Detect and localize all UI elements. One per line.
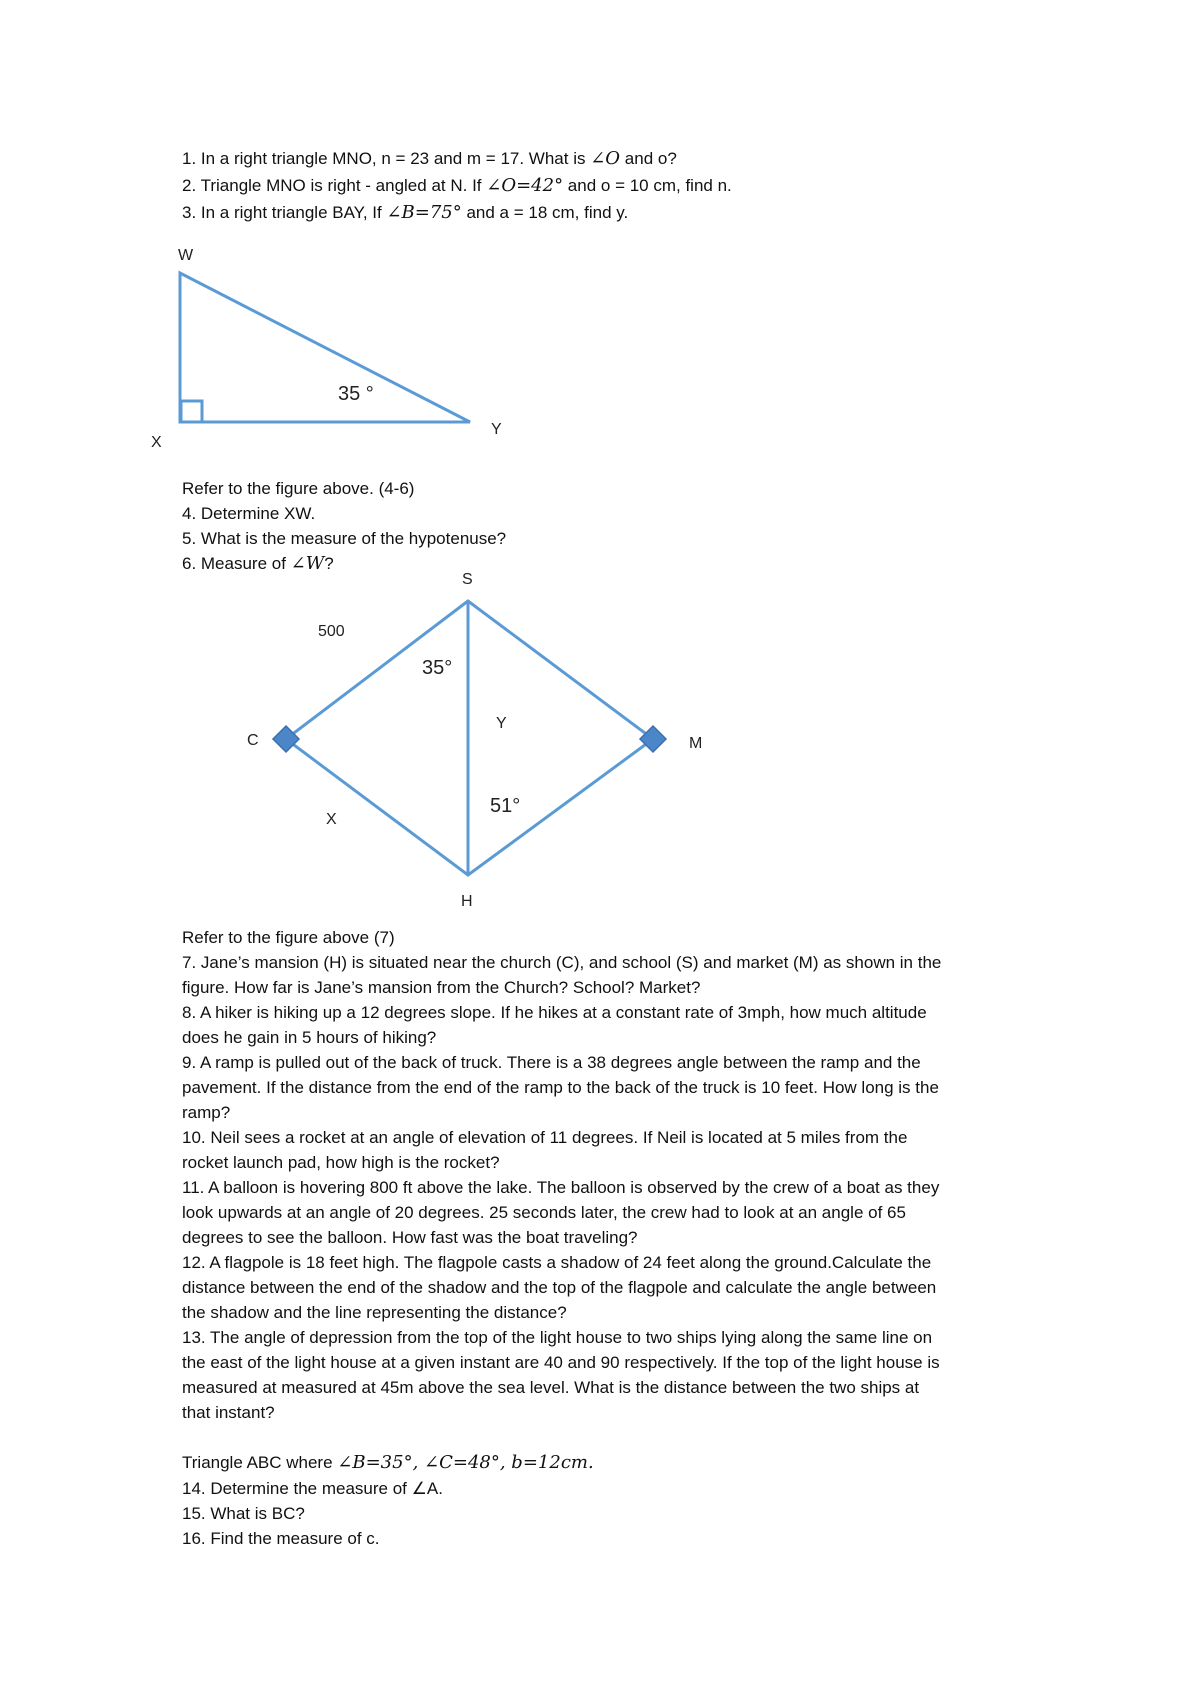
question-15: 15. What is BC? bbox=[182, 1504, 305, 1523]
side-ch-label: X bbox=[326, 811, 337, 828]
vertex-w-label: W bbox=[178, 247, 194, 264]
section3-line: 9. A ramp is pulled out of the back of truck. There is a 38 degrees angle between the ramp and the bbox=[182, 1053, 921, 1072]
section3-line: 12. A flagpole is 18 feet high. The flagpole casts a shadow of 24 feet along the ground.Calculate the bbox=[182, 1253, 932, 1272]
vertex-h-label: H bbox=[461, 893, 473, 910]
question-4: 4. Determine XW. bbox=[182, 504, 316, 523]
section3-line: 11. A balloon is hovering 800 ft above the lake. The balloon is observed by the crew of a boat as they bbox=[182, 1178, 940, 1197]
side-sc-label: 500 bbox=[318, 623, 345, 640]
diagonal-label: Y bbox=[496, 715, 507, 732]
question-2: 2. Triangle MNO is right - angled at N. If ∠O=42° and o = 10 cm, find n. bbox=[182, 175, 732, 196]
section3-line: pavement. If the distance from the end of the ramp to the back of the truck is 10 feet. How long is the bbox=[182, 1078, 939, 1097]
right-angle-marker-m bbox=[640, 726, 666, 752]
angle-label: 35 ° bbox=[338, 383, 374, 405]
question-1: 1. In a right triangle MNO, n = 23 and m = 17. What is ∠O and o? bbox=[182, 148, 677, 169]
section3-line: 7. Jane’s mansion (H) is situated near the church (C), and school (S) and market (M) as shown in the bbox=[182, 953, 942, 972]
angle-bottom-label: 51° bbox=[490, 795, 521, 817]
section3-line: rocket launch pad, how high is the rocket? bbox=[182, 1153, 500, 1172]
section3-line: that instant? bbox=[182, 1403, 275, 1422]
vertex-m-label: M bbox=[689, 735, 703, 752]
angle-top-label: 35° bbox=[422, 657, 453, 679]
section3-line: 8. A hiker is hiking up a 12 degrees slope. If he hikes at a constant rate of 3mph, how much altitude bbox=[182, 1003, 927, 1022]
vertex-x-label: X bbox=[151, 434, 162, 451]
triangle-wxy-figure bbox=[151, 247, 502, 451]
question-6: 6. Measure of ∠W? bbox=[182, 553, 334, 574]
question-3: 3. In a right triangle BAY, If ∠B=75° and a = 18 cm, find y. bbox=[182, 202, 629, 223]
section3-line: 13. The angle of depression from the top of the light house to two ships lying along the same line on bbox=[182, 1328, 933, 1347]
triangle-wxy bbox=[180, 273, 470, 422]
section3-line: look upwards at an angle of 20 degrees. 25 seconds later, the crew had to look at an angle of 65 bbox=[182, 1203, 906, 1222]
right-angle-marker-c bbox=[273, 726, 299, 752]
section3-line: does he gain in 5 hours of hiking? bbox=[182, 1028, 437, 1047]
section3-line: figure. How far is Jane’s mansion from the Church? School? Market? bbox=[182, 978, 701, 997]
section3-line: Refer to the figure above (7) bbox=[182, 928, 395, 947]
section2-intro: Refer to the figure above. (4-6) bbox=[182, 479, 415, 498]
vertex-s-label: S bbox=[462, 571, 473, 588]
question-5: 5. What is the measure of the hypotenuse? bbox=[182, 529, 507, 548]
vertex-y-label: Y bbox=[491, 421, 502, 438]
question-14: 14. Determine the measure of ∠A. bbox=[182, 1479, 443, 1498]
kite-schm-figure bbox=[247, 571, 702, 910]
section3-line: the shadow and the line representing the distance? bbox=[182, 1303, 567, 1322]
section3-line: the east of the light house at a given instant are 40 and 90 respectively. If the top of the light house is bbox=[182, 1353, 940, 1372]
question-16: 16. Find the measure of c. bbox=[182, 1529, 380, 1548]
section4-intro: Triangle ABC where ∠B=35°, ∠C=48°, b=12cm. bbox=[182, 1452, 594, 1473]
vertex-c-label: C bbox=[247, 732, 259, 749]
right-angle-marker bbox=[181, 401, 202, 422]
section3-line: distance between the end of the shadow and the top of the flagpole and calculate the angle between bbox=[182, 1278, 937, 1297]
section3-line: ramp? bbox=[182, 1103, 231, 1122]
section3-line: degrees to see the balloon. How fast was the boat traveling? bbox=[182, 1228, 638, 1247]
section3-line: measured at measured at 45m above the sea level. What is the distance between the two ships at bbox=[182, 1378, 920, 1397]
section3-line: 10. Neil sees a rocket at an angle of elevation of 11 degrees. If Neil is located at 5 miles from the bbox=[182, 1128, 908, 1147]
